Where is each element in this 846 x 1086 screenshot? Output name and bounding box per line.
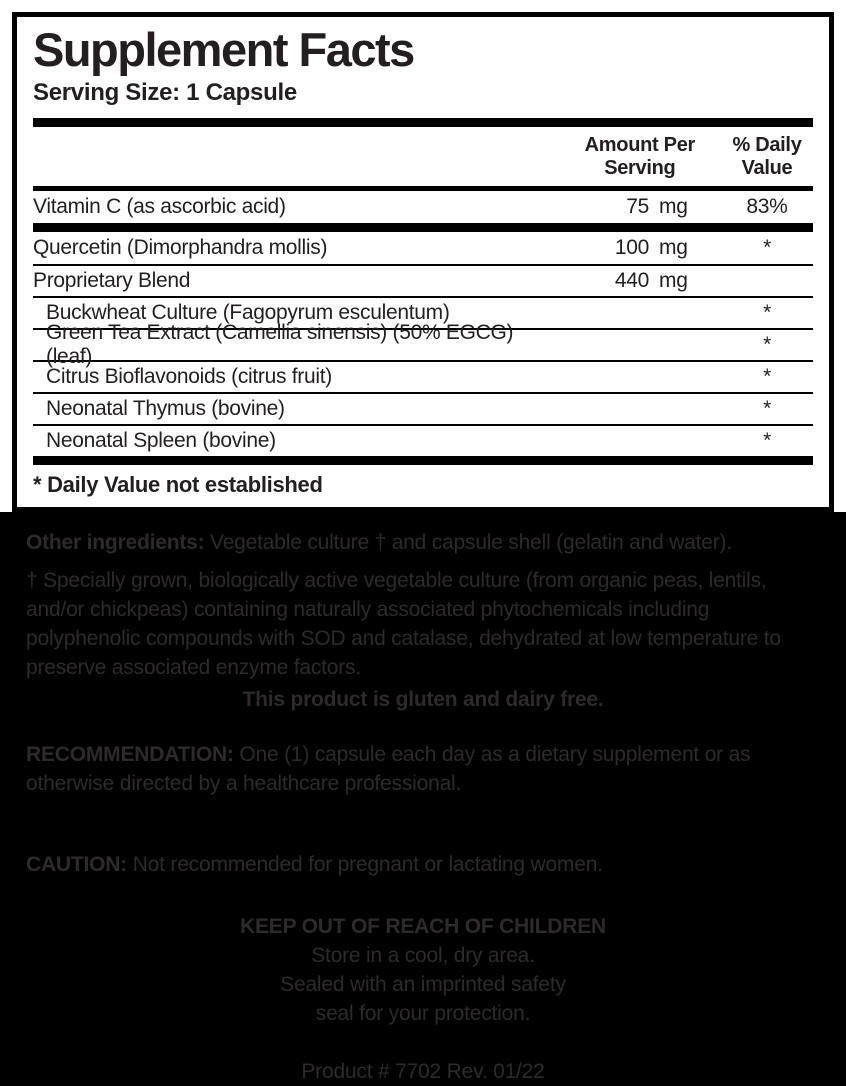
daily-value: * — [763, 365, 771, 389]
ingredient-row — [33, 360, 813, 392]
ingredient-name: Buckwheat Culture (Fagopyrum esculentum) — [46, 301, 450, 325]
daily-value-footnote: * Daily Value not established — [33, 472, 323, 498]
ingredient-row — [33, 191, 813, 223]
ingredient-name: Green Tea Extract (Camellia sinensis) (50% EGCG) (leaf) — [46, 321, 514, 369]
daily-value: 83% — [746, 195, 788, 219]
label-info-section — [0, 512, 846, 1086]
ingredient-name: Proprietary Blend — [33, 269, 191, 293]
amount-unit: mg — [659, 269, 688, 293]
amount-unit: mg — [659, 236, 688, 260]
supplement-facts-panel — [12, 12, 834, 512]
daily-value: * — [763, 429, 771, 453]
divider-bar — [33, 456, 813, 465]
seal-note-line1: Sealed with an imprinted safety — [280, 973, 566, 997]
daily-value: * — [763, 333, 771, 357]
ingredient-name: Vitamin C (as ascorbic acid) — [33, 195, 286, 219]
ingredient-name: Neonatal Spleen (bovine) — [46, 429, 276, 453]
ingredient-row — [33, 264, 813, 296]
amount-value: 100 — [614, 236, 649, 260]
divider-bar — [33, 118, 813, 127]
ingredient-name: Quercetin (Dimorphandra mollis) — [33, 236, 328, 260]
other-ingredients-label: Other ingredients: — [26, 531, 205, 555]
ingredient-name: Citrus Bioflavonoids (citrus fruit) — [46, 365, 332, 389]
ingredient-row — [33, 321, 813, 369]
table-header-row — [33, 127, 813, 191]
amount-value: 75 — [626, 195, 649, 219]
storage-note: Store in a cool, dry area. — [311, 944, 535, 968]
ingredient-name: Neonatal Thymus (bovine) — [46, 397, 285, 421]
panel-title: Supplement Facts — [33, 23, 414, 76]
keep-out-warning: KEEP OUT OF REACH OF CHILDREN — [240, 915, 606, 939]
ingredient-row — [33, 424, 813, 456]
ingredient-rows — [33, 232, 813, 456]
dagger-note: † Specially grown, biologically active vegetable culture (from organic peas, lentils, and/or chickpeas) containing naturally associated phytochemicals including polyphenolic compounds with SOD and catalase, dehydrated at low temperature to preserve associated enzyme factors. — [26, 569, 781, 680]
recommendation: RECOMMENDATION: One (1) capsule each day as a dietary supplement or as otherwise directed by a healthcare professional. — [26, 743, 751, 796]
daily-value: * — [763, 236, 771, 260]
amount-unit: mg — [659, 195, 688, 219]
ingredient-row — [33, 392, 813, 424]
product-code: Product # 7702 Rev. 01/22 — [301, 1060, 545, 1084]
serving-size: Serving Size: 1 Capsule — [33, 79, 297, 107]
caution-label: CAUTION: — [26, 853, 128, 877]
ingredient-row — [33, 232, 813, 264]
gluten-free-note: This product is gluten and dairy free. — [242, 688, 604, 712]
other-ingredients: Other ingredients: Vegetable culture † and capsule shell (gelatin and water). — [26, 531, 732, 555]
seal-note-line2: seal for your protection. — [315, 1002, 531, 1026]
caution: CAUTION: Not recommended for pregnant or lactating women. — [26, 853, 603, 877]
column-header-amount: Amount Per Serving — [584, 134, 695, 180]
amount-value: 440 — [614, 269, 649, 293]
daily-value: * — [763, 301, 771, 325]
recommendation-label: RECOMMENDATION: — [26, 743, 234, 767]
daily-value: * — [763, 397, 771, 421]
divider-bar — [33, 223, 813, 232]
column-header-daily-value: % Daily Value — [732, 134, 802, 180]
